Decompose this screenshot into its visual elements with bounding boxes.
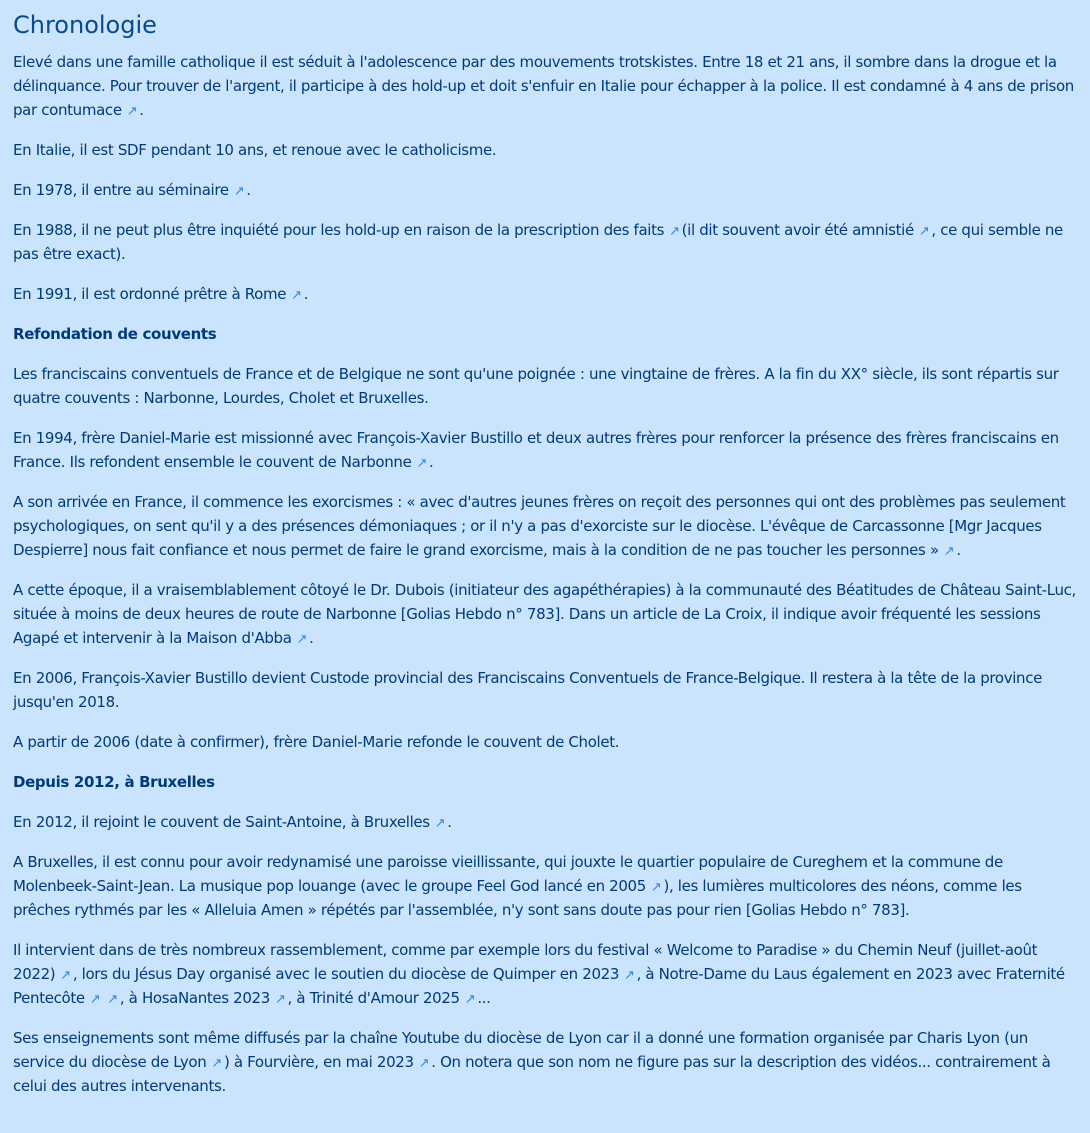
text-run: A Bruxelles, il est connu pour avoir redynamisé une paroisse vieillissante, qui jouxte le quartier populaire de Cureghem et la commune de Molenbeek-Saint-Jean. La musique pop louange (avec le groupe Feel God lancé en 2005 — [13, 853, 1003, 895]
text-run: Refondation de couvents — [13, 325, 217, 343]
text-run: A cette époque, il a vraisemblablement côtoyé le Dr. Dubois (initiateur des agapéthérapies) à la communauté des Béatitudes de Château Saint-Luc, située à moins de deux heures de route de Narbonne [Golias Hebdo n° 783]. Dans un article de La Croix, il indique avoir fréquenté les sessions Agapé et intervenir à la Maison d'Abba — [13, 581, 1076, 647]
paragraph — [13, 282, 1080, 306]
text-run: En 2012, il rejoint le couvent de Saint-Antoine, à Bruxelles — [13, 813, 430, 831]
text-run: Depuis 2012, à Bruxelles — [13, 773, 215, 791]
external-link-icon[interactable]: ↗ — [650, 880, 662, 895]
external-link-icon[interactable]: ↗ — [233, 184, 245, 199]
text-run: . — [246, 181, 251, 199]
paragraph — [13, 50, 1080, 122]
text-run: (il dit souvent avoir été amnistié — [681, 221, 914, 239]
text-run: En 2006, François-Xavier Bustillo devient Custode provincial des Franciscains Conventuels de France-Belgique. Il restera à la tête de la province jusqu'en 2018. — [13, 669, 1042, 711]
external-link-icon[interactable]: ↗ — [107, 992, 118, 1007]
text-run: , lors du Jésus Day organisé avec le soutien du diocèse de Quimper en 2023 — [72, 965, 620, 983]
text-run: Les franciscains conventuels de France et de Belgique ne sont qu'une poignée : une vingtaine de frères. A la fin du XX° siècle, ils sont répartis sur quatre couvents : Narbonne, Lourdes, Cholet et Bruxelles. — [13, 365, 1059, 407]
external-link-icon[interactable]: ↗ — [211, 1056, 222, 1071]
text-run: . — [956, 541, 961, 559]
external-link-icon[interactable]: ↗ — [434, 816, 446, 831]
text-run: En 1994, frère Daniel-Marie est missionné avec François-Xavier Bustillo et deux autres frères pour renforcer la présence des frères franciscains en France. Ils refondent ensemble le couvent de Narbonne — [13, 429, 1059, 471]
text-run: En Italie, il est SDF pendant 10 ans, et renoue avec le catholicisme. — [13, 141, 497, 159]
text-run: Ses enseignements sont même diffusés par la chaîne Youtube du diocèse de Lyon car il a donné une formation organisée par Charis Lyon (un service du diocèse de Lyon — [13, 1029, 1028, 1071]
external-link-icon[interactable]: ↗ — [296, 632, 308, 647]
external-link-icon[interactable]: ↗ — [60, 968, 71, 983]
text-run: . — [139, 101, 144, 119]
text-run: . — [303, 285, 309, 303]
paragraph — [13, 810, 1080, 834]
external-link-icon[interactable]: ↗ — [291, 288, 302, 303]
paragraph — [13, 1026, 1080, 1098]
text-run: Il intervient dans de très nombreux rassemblement, comme par exemple lors du festival « Welcome to Paradise » du Chemin Neuf (juillet-août 2022) — [13, 941, 1038, 983]
external-link-icon[interactable]: ↗ — [274, 992, 286, 1007]
external-link-icon[interactable]: ↗ — [669, 224, 680, 239]
external-link-icon[interactable]: ↗ — [624, 968, 635, 983]
external-link-icon[interactable]: ↗ — [416, 456, 427, 471]
external-link-icon[interactable]: ↗ — [918, 224, 930, 239]
text-run: , à HosaNantes 2023 — [119, 989, 270, 1007]
text-run: . — [309, 629, 314, 647]
text-run: ), les lumières multicolores des néons, comme les prêches rythmés par les « Alleluia Amen » répétés par l'assemblée, n'y sont sans doute pas pour rien [Golias Hebdo n° 783]. — [13, 877, 1022, 919]
paragraph — [13, 490, 1080, 562]
paragraph — [13, 426, 1080, 474]
text-run: En 1991, il est ordonné prêtre à Rome — [13, 285, 287, 303]
external-link-icon[interactable]: ↗ — [464, 992, 476, 1007]
section-heading — [13, 770, 1080, 794]
text-run: ) à Fourvière, en mai 2023 — [223, 1053, 414, 1071]
text-run: , ce qui semble ne pas être exact). — [13, 221, 1063, 263]
text-run: A partir de 2006 (date à confirmer), frère Daniel-Marie refonde le couvent de Cholet. — [13, 733, 620, 751]
page-title: Chronologie — [13, 11, 157, 39]
paragraph — [13, 218, 1080, 266]
external-link-icon[interactable]: ↗ — [943, 544, 955, 559]
paragraph — [13, 578, 1080, 650]
external-link-icon[interactable]: ↗ — [89, 992, 101, 1007]
paragraph — [13, 178, 1080, 202]
text-run: Elevé dans une famille catholique il est séduit à l'adolescence par des mouvements trotskistes. Entre 18 et 21 ans, il sombre dans la drogue et la délinquance. Pour trouver de l'argent, il participe à des hold-up et doit s'enfuir en Italie pour échapper à la police. Il est condamné à 4 ans de prison par contumace — [13, 53, 1074, 119]
external-link-icon[interactable]: ↗ — [418, 1056, 430, 1071]
text-run: , à Trinité d'Amour 2025 — [287, 989, 460, 1007]
paragraph — [13, 850, 1080, 922]
article-body — [13, 50, 1080, 1098]
paragraph — [13, 138, 1080, 162]
text-run: A son arrivée en France, il commence les exorcismes : « avec d'autres jeunes frères on reçoit des personnes qui ont des problèmes pas seulement psychologiques, on sent qu'il y a des présences démoniaques ; or il n'y a pas d'exorciste sur le diocèse. L'évêque de Carcassonne [Mgr Jacques Despierre] nous fait confiance et nous permet de faire le grand exorcisme, mais à la condition de ne pas toucher les personnes » — [13, 493, 1066, 559]
paragraph — [13, 938, 1080, 1010]
paragraph — [13, 730, 1080, 754]
text-run: En 1978, il entre au séminaire — [13, 181, 229, 199]
text-run: . — [429, 453, 434, 471]
section-heading — [13, 322, 1080, 346]
text-run: En 1988, il ne peut plus être inquiété pour les hold-up en raison de la prescription des faits — [13, 221, 665, 239]
text-run: , à Notre-Dame du Laus également en 2023 avec Fraternité Pentecôte — [13, 965, 1065, 1007]
paragraph — [13, 666, 1080, 714]
paragraph — [13, 362, 1080, 410]
external-link-icon[interactable]: ↗ — [126, 104, 138, 119]
text-run: ... — [477, 989, 491, 1007]
text-run: . On notera que son nom ne figure pas sur la description des vidéos... contrairement à celui des autres intervenants. — [13, 1053, 1051, 1095]
text-run: . — [447, 813, 452, 831]
